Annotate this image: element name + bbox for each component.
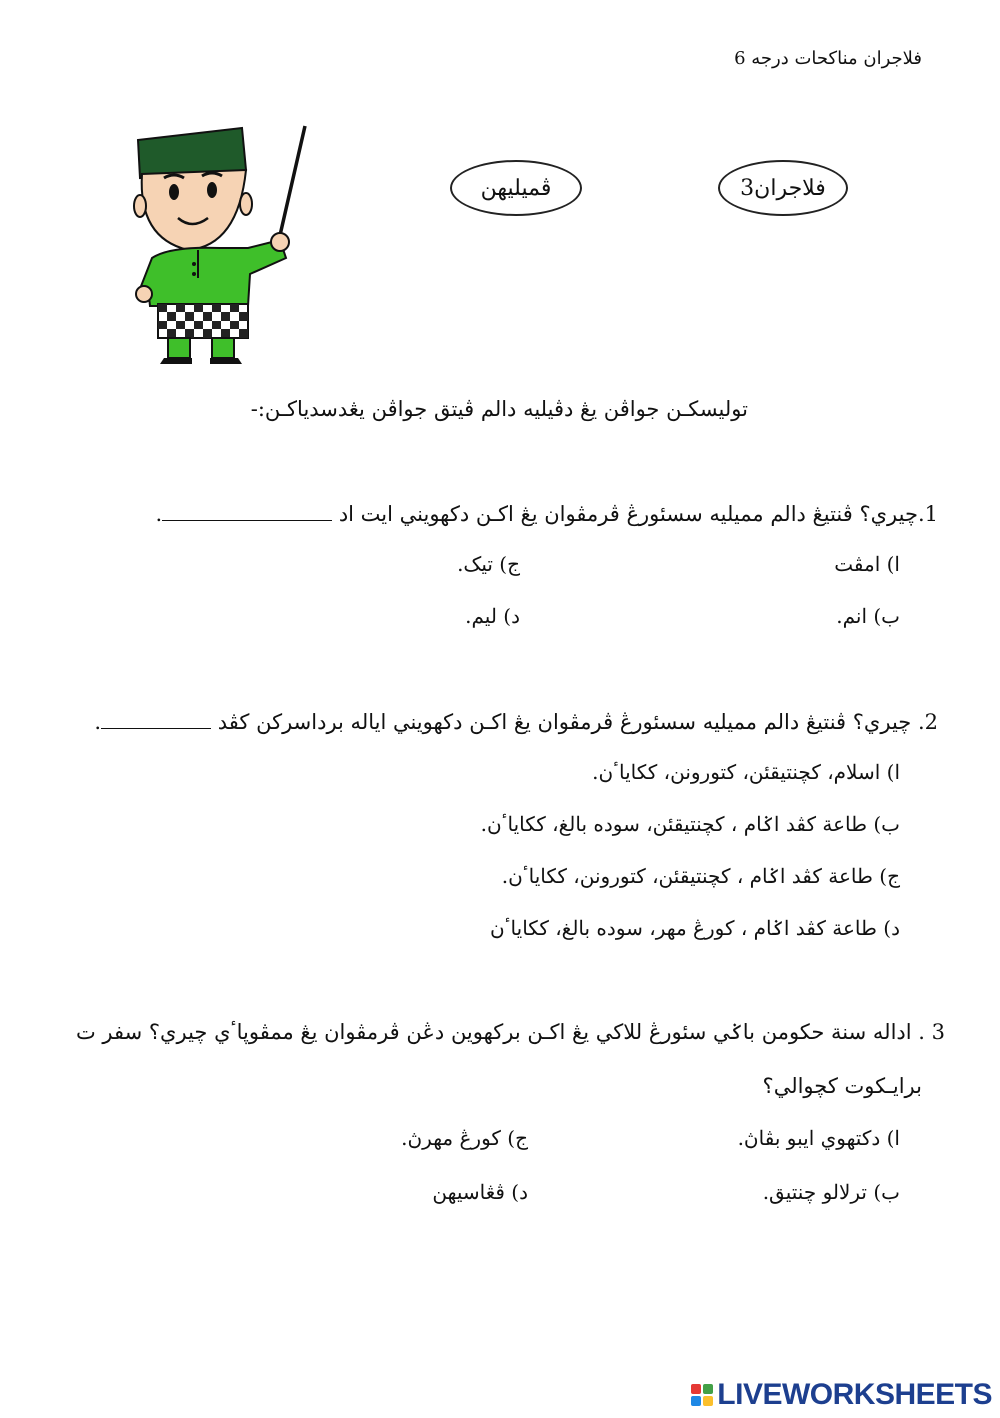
question-1-end: . (155, 502, 163, 526)
q1-option-a[interactable]: ا) امڤت (834, 552, 900, 576)
brand-name: LIVEWORKSHEETS (717, 1378, 992, 1411)
q2-option-d[interactable]: د) طاعة کڤد اݢام ، کورڠ مهر، سوده بالغ، ککاياٴن (490, 916, 900, 940)
instruction-text: توليسکـن جواڤن يڠ دڤيليه دالم ڤيتق جواڤن يڠدسدياكـن:- (250, 397, 748, 421)
q1-option-c[interactable]: ج) تيک. (457, 552, 520, 576)
teacher-character-illustration (130, 118, 320, 368)
question-1-text: 1.چيري؟ ڤنتيڠ دالم مميليه سسئورڠ ڤرمڤوان يڠ اکـن دكهويني ايت اد (338, 502, 938, 526)
question-3-line-1: 3 . اداله سنة حکومن باݢي سئورڠ للاکي يڠ اکـن برکهوين دڠن ڤرمڤوان يڠ ممڤوڽاٴي چيري؟ سفر ت (75, 1020, 945, 1044)
question-1-answer-blank[interactable] (162, 500, 332, 521)
q3-option-c[interactable]: ج) کورڠ مهرڽ. (401, 1126, 528, 1150)
question-3-line-2: برايـکوت کچوالي؟ (762, 1074, 922, 1098)
choice-oval-label: ڤميليهن (450, 160, 582, 216)
q2-option-a[interactable]: ا) اسلام، کچنتيقئن، کتورونن، ککاياٴن. (592, 760, 900, 784)
question-2 (94, 708, 938, 734)
question-2-answer-blank[interactable] (101, 708, 211, 729)
q1-option-d[interactable]: د) ليم. (465, 604, 520, 628)
q1-option-b[interactable]: ب) انم. (836, 604, 900, 628)
q3-option-d[interactable]: د) ڤڠاسيهن (432, 1180, 528, 1204)
q3-option-b[interactable]: ب) ترلالو چنتيق. (762, 1180, 900, 1204)
question-2-text: 2. چيري؟ ڤنتيڠ دالم مميليه سسئورڠ ڤرمڤوان يڠ اکـن دكهويني اياله برداسرکن کڤد (217, 710, 938, 734)
lesson-oval-label: فلاجران3 (718, 160, 848, 216)
liveworksheets-logo-icon (691, 1384, 713, 1406)
question-1 (155, 500, 938, 526)
q2-option-b[interactable]: ب) طاعة کڤد اݢام ، کچنتيقئن، سوده بالغ، ککاياٴن. (480, 812, 900, 836)
q2-option-c[interactable]: ج) طاعة کڤد اݢام ، کچنتيقئن، کتورونن، ککاياٴن. (501, 864, 900, 888)
question-2-end: . (94, 710, 102, 734)
q3-option-a[interactable]: ا) دکتهوي ايبو بڤاڽ. (737, 1126, 900, 1150)
liveworksheets-brand (691, 1378, 992, 1412)
worksheet-header: فلاجران مناكحات درجه 6 (734, 48, 922, 69)
